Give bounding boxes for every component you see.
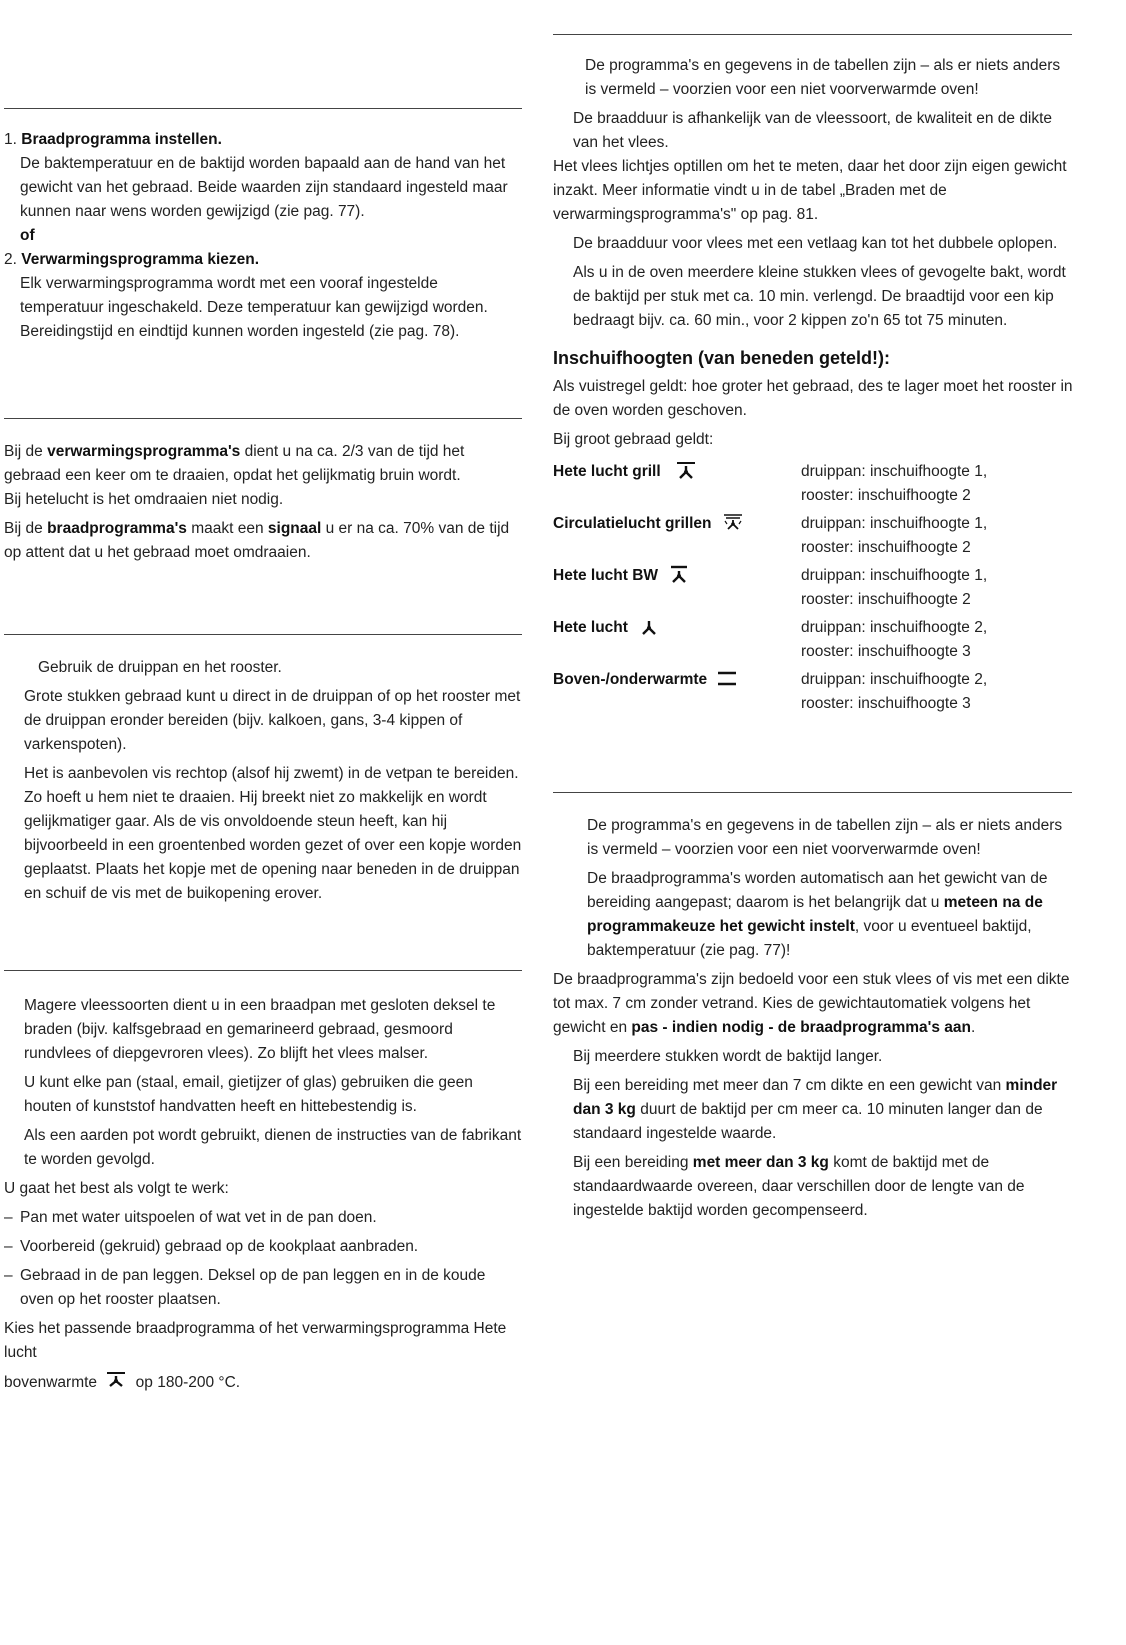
braising-paragraph-6: bovenwarmte op 180-200 °C. — [4, 1370, 522, 1396]
shelf-levels-section — [553, 346, 1073, 720]
mode-label: Hete lucht — [553, 619, 628, 636]
cookware-paragraph-3: Het is aanbevolen vis rechtop (alsof hij zwemt) in de vetpan te bereiden. Zo hoeft u hem niet te draaien. Hij breekt niet zo makkelijk en wordt gelijkmatiger gaar. Als de vis onvoldoende steun heeft, kan hij bijvoorbeeld in een groentenbed worden gezet of over een kopje worden geplaatst. Plaats het kopje met de opening naar beneden in de druippan en schuif de vis met de buikopening erover. — [24, 765, 522, 902]
section-divider — [4, 418, 522, 419]
top-bottom-heat-icon — [715, 668, 739, 696]
weight-paragraph-3: Bij meerdere stukken wordt de baktijd langer. — [573, 1048, 883, 1065]
shelf-levels-paragraph-1: Als vuistregel geldt: hoe groter het gebraad, des te lager moet het rooster in de oven worden geschoven. — [553, 378, 1073, 419]
note-not-preheated: De programma's en gegevens in de tabellen zijn – als er niets anders is vermeld – voorzien voor een niet voorverwarmde oven! — [585, 57, 1061, 98]
weight-paragraph-2: De braadprogramma's zijn bedoeld voor een stuk vlees of vis met een dikte tot max. 7 cm zonder vetrand. Kies de gewichtautomatiek volgens het gewicht en pas - indien nodig - de braadprogramma's aan. — [553, 971, 1070, 1036]
section-divider — [553, 34, 1072, 35]
weight-paragraph-5: Bij een bereiding met meer dan 3 kg komt de baktijd met de standaardwaarde overeen, daar verschillen door de lengte van de ingestelde baktijd worden gecompenseerd. — [573, 1154, 1025, 1219]
section-divider — [4, 970, 522, 971]
mode-label: Hete lucht grill — [553, 463, 661, 480]
shelf-levels-table — [553, 460, 1073, 716]
hot-air-icon — [638, 616, 660, 644]
hot-air-grill-icon — [105, 1370, 127, 1396]
rack-level: rooster: inschuifhoogte 2 — [801, 487, 971, 504]
rack-level: rooster: inschuifhoogte 2 — [801, 539, 971, 556]
mode-label: Boven-/onderwarmte — [553, 671, 708, 688]
list-item: – Voorbereid (gekruid) gebraad op de kookplaat aanbraden. — [4, 1238, 419, 1255]
table-row — [553, 512, 1073, 560]
drip-pan-level: druippan: inschuifhoogte 2, — [801, 671, 988, 688]
info-paragraph-3: De braadduur voor vlees met een vetlaag kan tot het dubbele oplopen. — [573, 235, 1058, 252]
or-label: of — [20, 227, 35, 244]
table-row — [553, 616, 1073, 664]
list-item: – Gebraad in de pan leggen. Deksel op de pan leggen en in de koude oven op het rooster plaatsen. — [4, 1267, 486, 1308]
item-2-text-1: Elk verwarmingsprogramma wordt met een vooraf ingestelde temperatuur ingeschakeld. Deze temperatuur kan gewijzigd worden. — [20, 275, 488, 316]
drip-pan-level: druippan: inschuifhoogte 1, — [801, 515, 988, 532]
shelf-levels-paragraph-2: Bij groot gebraad geldt: — [553, 431, 714, 448]
hot-air-top-heat-icon — [668, 564, 690, 592]
braising-paragraph-1: Magere vleessoorten dient u in een braadpan met gesloten deksel te braden (bijv. kalfsgebraad en gemarineerd gebraad, gesmoord rundvlees of diepgevroren vlees). Zo blijft het vlees malser. — [24, 997, 496, 1062]
shelf-levels-heading: Inschuifhoogten (van beneden geteld!): — [553, 348, 890, 368]
drip-pan-level: druippan: inschuifhoogte 1, — [801, 463, 988, 480]
cookware-paragraph-1: Gebruik de druippan en het rooster. — [38, 659, 282, 676]
section-divider — [553, 792, 1072, 793]
roasting-info-section — [553, 54, 1073, 333]
section-divider — [4, 108, 522, 109]
cookware-paragraph-2: Grote stukken gebraad kunt u direct in de druippan of op het rooster met de druippan eronder bereiden (bijv. kalkoen, gans, 3-4 kippen of varkenspoten). — [24, 688, 521, 753]
cookware-section — [4, 656, 522, 906]
turning-paragraph-1: Bij de verwarmingsprogramma's dient u na ca. 2/3 van de tijd het gebraad een keer om te draaien, opdat het gelijkmatig bruin wordt. — [4, 443, 465, 484]
item-2-text-2: Bereidingstijd en eindtijd kunnen worden ingesteld (zie pag. 78). — [20, 323, 460, 340]
braising-paragraph-4: U gaat het best als volgt te werk: — [4, 1180, 229, 1197]
roasting-setup-section — [4, 128, 522, 344]
rack-level: rooster: inschuifhoogte 3 — [801, 643, 971, 660]
info-paragraph-1: De braadduur is afhankelijk van de vleessoort, de kwaliteit en de dikte van het vlees. — [573, 110, 1053, 151]
braising-section — [4, 994, 522, 1396]
weight-paragraph-4: Bij een bereiding met meer dan 7 cm dikte en een gewicht van minder dan 3 kg duurt de baktijd per cm meer ca. 10 minuten langer dan de standaard ingestelde waarde. — [573, 1077, 1058, 1142]
list-item: – Pan met water uitspoelen of wat vet in de pan doen. — [4, 1209, 377, 1226]
turning-paragraph-2: Bij hetelucht is het omdraaien niet nodig. — [4, 491, 284, 508]
turning-paragraph-3: Bij de braadprogramma's maakt een signaal u er na ca. 70% van de tijd op attent dat u het gebraad moet omdraaien. — [4, 520, 510, 561]
item-2-heading: 2. Verwarmingsprogramma kiezen. — [4, 251, 260, 268]
turning-section — [4, 440, 520, 565]
rack-level: rooster: inschuifhoogte 3 — [801, 695, 971, 712]
table-row — [553, 668, 1073, 716]
item-2-title: Verwarmingsprogramma kiezen. — [21, 251, 260, 268]
roasting-program-section — [553, 814, 1073, 1223]
info-paragraph-4: Als u in de oven meerdere kleine stukken vlees of gevogelte bakt, wordt de baktijd per stuk met ca. 10 min. verlengd. De braadtijd voor een kip bedraagt bijv. ca. 60 min., voor 2 kippen zo'n 65 tot 75 minuten. — [573, 264, 1066, 329]
mode-label: Circulatielucht grillen — [553, 515, 712, 532]
info-paragraph-2: Het vlees lichtjes optillen om het te meten, daar het door zijn eigen gewicht inzakt. Meer informatie vindt u in de tabel „Braden met de verwarmingsprogramma's" op pag. 81. — [553, 158, 1067, 223]
table-row — [553, 460, 1073, 508]
note-not-preheated: De programma's en gegevens in de tabellen zijn – als er niets anders is vermeld – voorzien voor een niet voorverwarmde oven! — [587, 817, 1063, 858]
drip-pan-level: druippan: inschuifhoogte 1, — [801, 567, 988, 584]
weight-paragraph-1: De braadprogramma's worden automatisch aan het gewicht van de bereiding aangepast; daarom is het belangrijk dat u meteen na de programmakeuze het gewicht instelt, voor u eventueel baktijd, baktemperatuur (zie pag. 77)! — [587, 870, 1048, 959]
item-1-title: Braadprogramma instellen. — [21, 131, 222, 148]
circulation-grill-icon — [721, 512, 745, 540]
braising-paragraph-2: U kunt elke pan (staal, email, gietijzer of glas) gebruiken die geen houten of kunststof handvatten heeft en hittebestendig is. — [24, 1074, 473, 1115]
table-row — [553, 564, 1073, 612]
section-divider — [4, 634, 522, 635]
item-1-text: De baktemperatuur en de baktijd worden bapaald aan de hand van het gewicht van het gebraad. Beide waarden zijn standaard ingesteld maar kunnen naar wens worden gewijzigd (zie pag. 77). — [20, 155, 508, 220]
hot-air-grill-icon — [675, 460, 697, 488]
mode-label: Hete lucht BW — [553, 567, 659, 584]
braising-paragraph-5: Kies het passende braadprogramma of het verwarmingsprogramma Hete lucht — [4, 1320, 507, 1361]
drip-pan-level: druippan: inschuifhoogte 2, — [801, 619, 988, 636]
braising-paragraph-3: Als een aarden pot wordt gebruikt, dienen de instructies van de fabrikant te worden gevolgd. — [24, 1127, 522, 1168]
item-1-heading: 1. Braadprogramma instellen. — [4, 131, 222, 148]
rack-level: rooster: inschuifhoogte 2 — [801, 591, 971, 608]
